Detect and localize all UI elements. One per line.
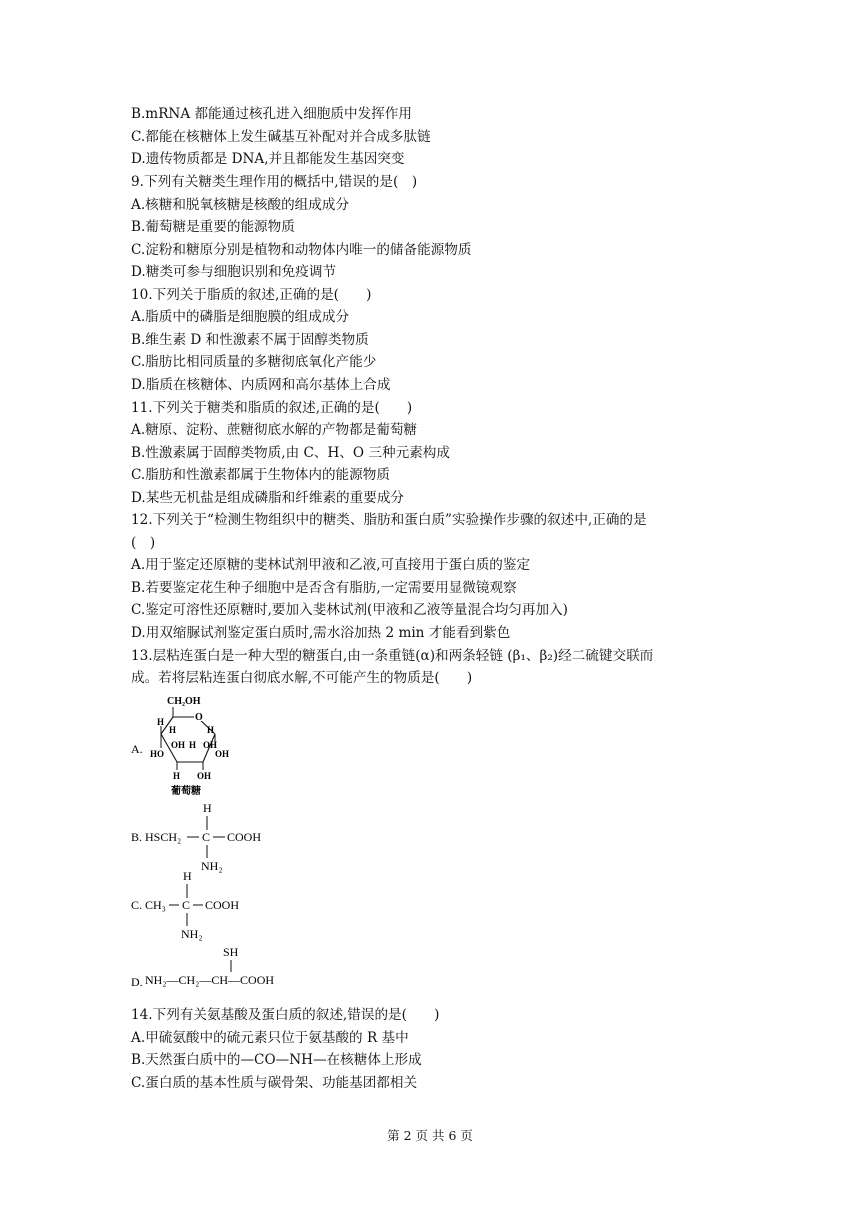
q11-option-d: D.某些无机盐是组成磷脂和纤维素的重要成分	[131, 490, 405, 506]
q12-option-c: C.鉴定可溶性还原糖时,要加入斐林试剂(甲液和乙液等量混合均匀再加入)	[131, 602, 568, 618]
q14-option-c: C.蛋白质的基本性质与碳骨架、功能基团都相关	[131, 1075, 418, 1091]
option-a-label: A.	[131, 742, 143, 756]
q10-option-b: B.维生素 D 和性激素不属于固醇类物质	[131, 332, 369, 348]
option-b-left: HSCH₂	[145, 830, 182, 844]
cysteine-structure	[131, 798, 291, 876]
q12-option-b: B.若要鉴定花生种子细胞中是否含有脂肪,一定需要用显微镜观察	[131, 580, 517, 596]
glucose-h4: H	[207, 725, 215, 735]
glucose-oh4: OH	[197, 771, 212, 781]
q10-stem: 10.下列关于脂质的叙述,正确的是( )	[131, 287, 372, 303]
glucose-ch2oh: CH₂OH	[167, 696, 201, 707]
q12-stem-paren: ( )	[131, 535, 156, 551]
q14-option-a: A.甲硫氨酸中的硫元素只位于氨基酸的 R 基中	[131, 1030, 409, 1046]
glucose-ring-o: O	[195, 712, 203, 723]
page-footer: 第 2 页 共 6 页	[387, 1128, 473, 1143]
q12-option-a: A.用于鉴定还原糖的斐林试剂甲液和乙液,可直接用于蛋白质的鉴定	[131, 557, 531, 573]
option-b-right: COOH	[227, 830, 262, 844]
q9-option-c: C.淀粉和糖原分别是植物和动物体内唯一的储备能源物质	[131, 242, 472, 258]
option-b-label: B.	[131, 830, 143, 844]
q8-option-d: D.遗传物质都是 DNA,并且都能发生基因突变	[131, 151, 405, 167]
q13-stem-line1: 13.层粘连蛋白是一种大型的糖蛋白,由一条重链(α)和两条轻链 (β₁、β₂)经二硫键交联而	[131, 648, 654, 664]
q12-option-d: D.用双缩脲试剂鉴定蛋白质时,需水浴加热 2 min 才能看到紫色	[131, 625, 511, 641]
glucose-oh3: OH	[215, 749, 230, 759]
q11-option-c: C.脂肪和性激素都属于生物体内的能源物质	[131, 467, 390, 483]
option-c-label: C.	[131, 898, 143, 912]
q13-option-c	[131, 866, 291, 949]
glucose-h2: H	[169, 725, 177, 735]
alanine-structure	[131, 866, 291, 944]
q10-option-a: A.脂质中的磷脂是细胞膜的组成成分	[131, 309, 350, 325]
q9-option-d: D.糖类可参与细胞识别和免疫调节	[131, 264, 337, 280]
option-d-label: D.	[131, 975, 143, 989]
q8-option-c: C.都能在核糖体上发生碱基互补配对并合成多肽链	[131, 129, 431, 145]
option-c-right: COOH	[205, 898, 240, 912]
glucose-oh2: OH	[203, 740, 218, 750]
q10-option-c: C.脂肪比相同质量的多糖彻底氧化产能少	[131, 354, 377, 370]
option-d-sh: SH	[223, 945, 239, 959]
q14-option-b: B.天然蛋白质中的—CO—NH—在核糖体上形成	[131, 1052, 422, 1068]
glucose-h5: H	[173, 771, 181, 781]
option-d-structure	[131, 942, 331, 992]
glucose-ho: HO	[150, 749, 165, 759]
q13-stem-line2: 成。若将层粘连蛋白彻底水解,不可能产生的物质是( )	[131, 670, 473, 686]
option-c-h: H	[183, 869, 192, 883]
q9-stem: 9.下列有关糖类生理作用的概括中,错误的是( )	[131, 174, 418, 190]
option-b-c: C	[202, 830, 211, 844]
q9-option-b: B.葡萄糖是重要的能源物质	[131, 219, 295, 235]
q13-option-d	[131, 942, 331, 997]
q10-option-d: D.脂质在核糖体、内质网和高尔基体上合成	[131, 377, 391, 393]
glucose-caption: 葡萄糖	[171, 786, 201, 797]
q11-option-a: A.糖原、淀粉、蔗糖彻底水解的产物都是葡萄糖	[131, 422, 418, 438]
option-c-left: CH₃	[145, 898, 166, 912]
option-c-bottom: NH₂	[181, 927, 203, 941]
glucose-oh1: OH	[171, 740, 186, 750]
option-b-bottom: NH₂	[201, 859, 223, 873]
glucose-h3: H	[189, 740, 197, 750]
option-b-h: H	[203, 801, 212, 815]
glucose-h1: H	[157, 717, 165, 727]
q13-option-a	[131, 690, 251, 807]
glucose-structure	[131, 690, 251, 802]
q12-stem: 12.下列关于“检测生物组织中的糖类、脂肪和蛋白质”实验操作步骤的叙述中,正确的是	[131, 512, 647, 528]
q14-stem: 14.下列有关氨基酸及蛋白质的叙述,错误的是( )	[131, 1007, 440, 1023]
q8-option-b: B.mRNA 都能通过核孔进入细胞质中发挥作用	[131, 106, 412, 122]
q9-option-a: A.核糖和脱氧核糖是核酸的组成成分	[131, 197, 350, 213]
q11-stem: 11.下列关于糖类和脂质的叙述,正确的是( )	[131, 400, 413, 416]
option-d-chain: NH₂—CH₂—CH—COOH	[145, 973, 275, 987]
option-c-c: C	[182, 898, 191, 912]
q11-option-b: B.性激素属于固醇类物质,由 C、H、O 三种元素构成	[131, 445, 450, 461]
